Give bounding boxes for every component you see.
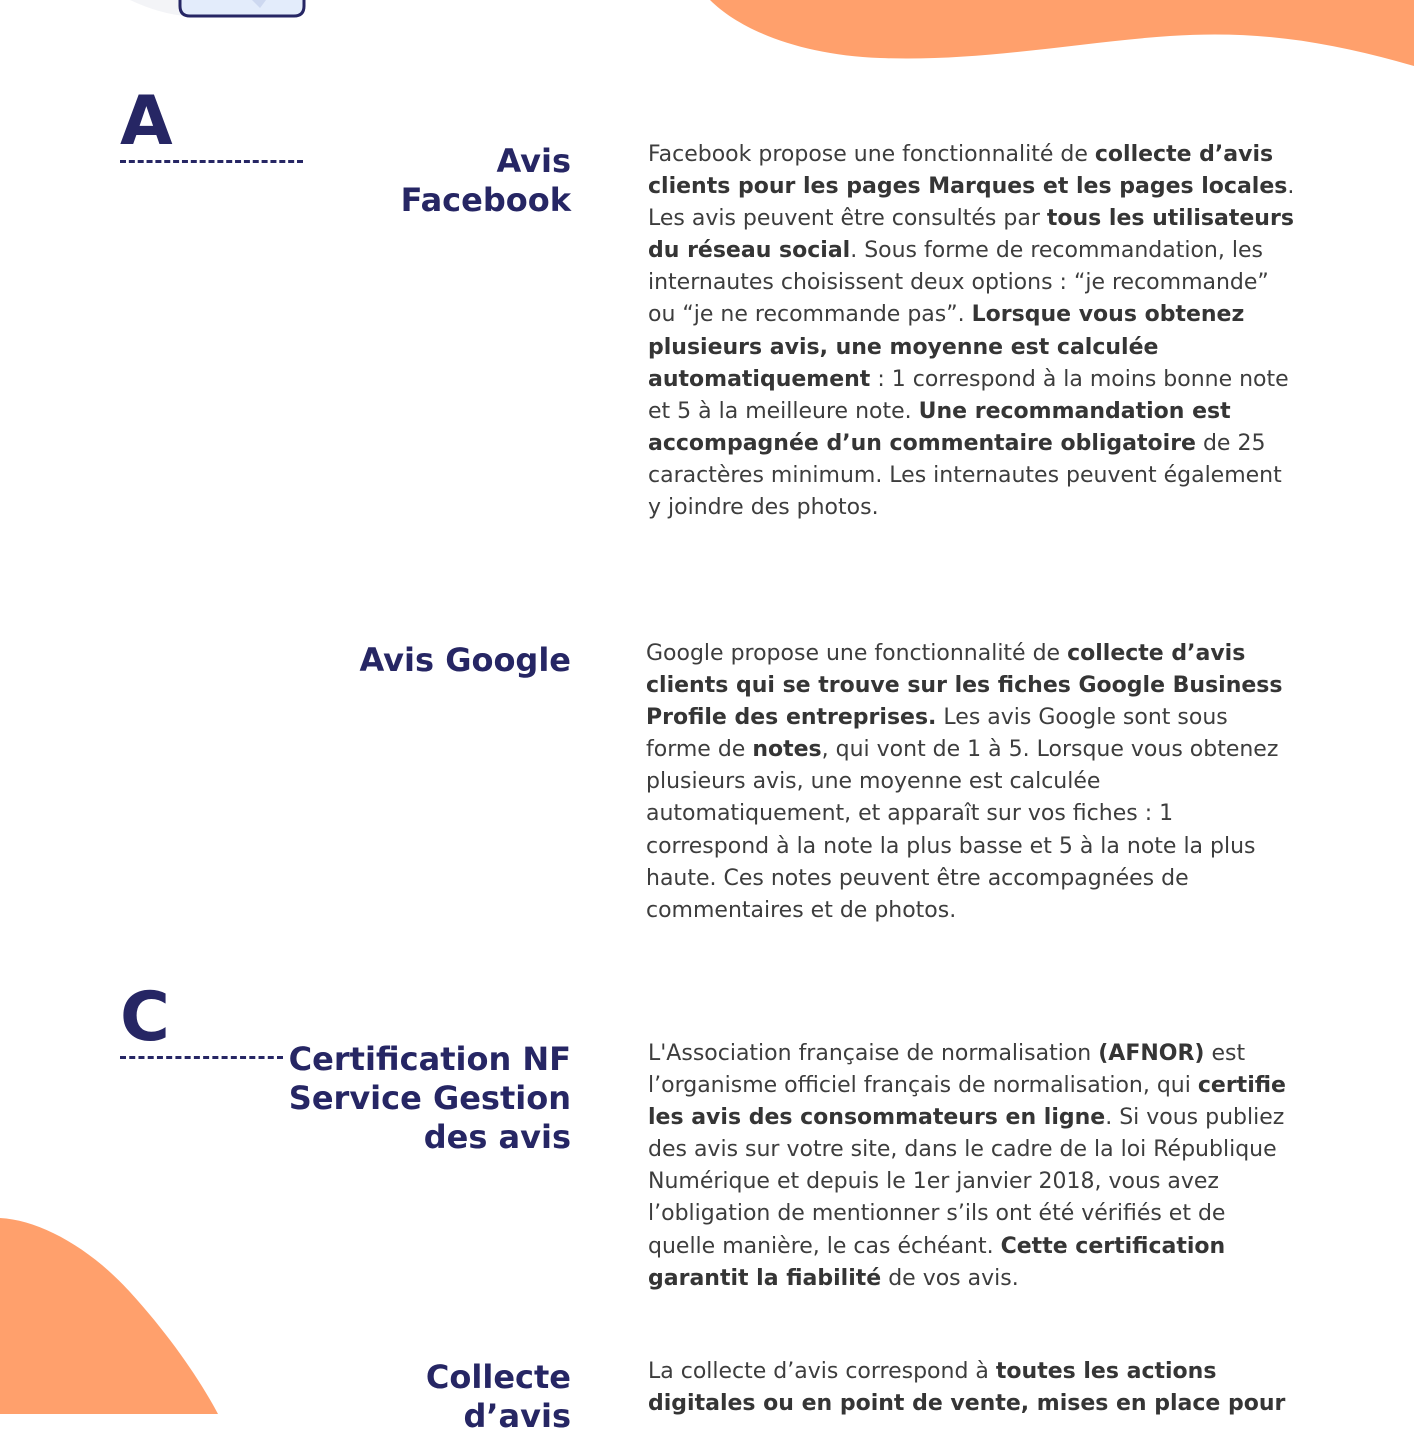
emphasis-text: tous les utilisateurs du réseau social [648, 206, 1294, 264]
heading-line: Collecte [425, 1358, 571, 1396]
body-text: : 1 correspond à la moins bonne note et 5 à la meilleure note. [648, 366, 1289, 424]
emphasis-text: (AFNOR) [1098, 1041, 1205, 1066]
body-text: . Si vous publiez des avis sur votre site, dans le cadre de la loi République Numérique et depuis le 1er janvier 2018, vous avez l’obligation de mentionner s’ils ont été vérifiés et de quelle manière, le cas échéant. [648, 1105, 1285, 1259]
section-heading-avis-google [360, 641, 571, 680]
section-c-divider [120, 1056, 283, 1059]
body-text: L'Association française de normalisation [648, 1041, 1099, 1066]
emphasis-text: collecte d’avis clients pour les pages Marques et les pages locales [648, 142, 1288, 200]
heading-line: Certification NF [288, 1040, 571, 1078]
emphasis-text: Une recommandation est accompagnée d’un commentaire obligatoire [648, 398, 1231, 456]
section-letter-c: C [120, 978, 170, 1057]
section-heading-certification-nf [289, 1040, 571, 1157]
emphasis-text: notes [752, 737, 822, 763]
body-text: de vos avis. [881, 1265, 1019, 1291]
heading-line: des avis [423, 1118, 571, 1156]
heading-line: Service Gestion [288, 1079, 571, 1117]
section-heading-collecte-avis [426, 1358, 571, 1436]
heading-line: d’avis [463, 1397, 571, 1435]
emphasis-text: certifie les avis des consommateurs en ligne [648, 1073, 1286, 1131]
body-text: Google propose une fonctionnalité de [646, 641, 1068, 666]
emphasis-text: Cette certification garantit la fiabilité [648, 1233, 1226, 1291]
section-paragraph-certification-nf [648, 1038, 1296, 1295]
heading-line: Avis [496, 142, 571, 180]
body-text: Les avis Google sont sous forme de [646, 705, 1228, 763]
section-paragraph-avis-google [646, 638, 1294, 927]
orange-wave-bottom [0, 1200, 240, 1414]
review-card-illustration [120, 0, 320, 24]
section-a-divider [120, 160, 303, 163]
section-heading-avis-facebook [401, 142, 571, 220]
body-text: est l’organisme officiel français de normalisation, qui [648, 1041, 1246, 1099]
section-paragraph-avis-facebook [648, 139, 1296, 524]
body-text: de 25 caractères minimum. Les internautes peuvent également y joindre des photos. [648, 430, 1282, 521]
section-letter-a: A [120, 82, 173, 161]
orange-wave-top [700, 0, 1414, 80]
heading-line: Avis Google [359, 641, 571, 679]
heading-line: Facebook [400, 181, 571, 219]
body-text: La collecte d’avis correspond à [648, 1359, 996, 1384]
body-text: . Sous forme de recommandation, les internautes choisissent deux options : “je recommande” ou “je ne recommande pas”. [648, 238, 1269, 328]
emphasis-text: toutes les actions digitales ou en point de vente, mises en place pour [648, 1359, 1286, 1417]
emphasis-text: Lorsque vous obtenez plusieurs avis, une moyenne est calculée automatiquement [648, 302, 1245, 392]
section-paragraph-collecte-avis [648, 1356, 1296, 1420]
body-text: , qui vont de 1 à 5. Lorsque vous obtenez plusieurs avis, une moyenne est calculée automatiquement, et apparaît sur vos fiches : 1 correspond à la note la plus basse et 5 à la note la plus haute. Ces notes peuvent être accompagnées de commentaires et de photos. [646, 737, 1279, 923]
emphasis-text: collecte d’avis clients qui se trouve sur les fiches Google Business Profile des entreprises. [646, 641, 1283, 731]
body-text: Facebook propose une fonctionnalité de [648, 142, 1095, 167]
body-text: . Les avis peuvent être consultés par [648, 174, 1295, 232]
